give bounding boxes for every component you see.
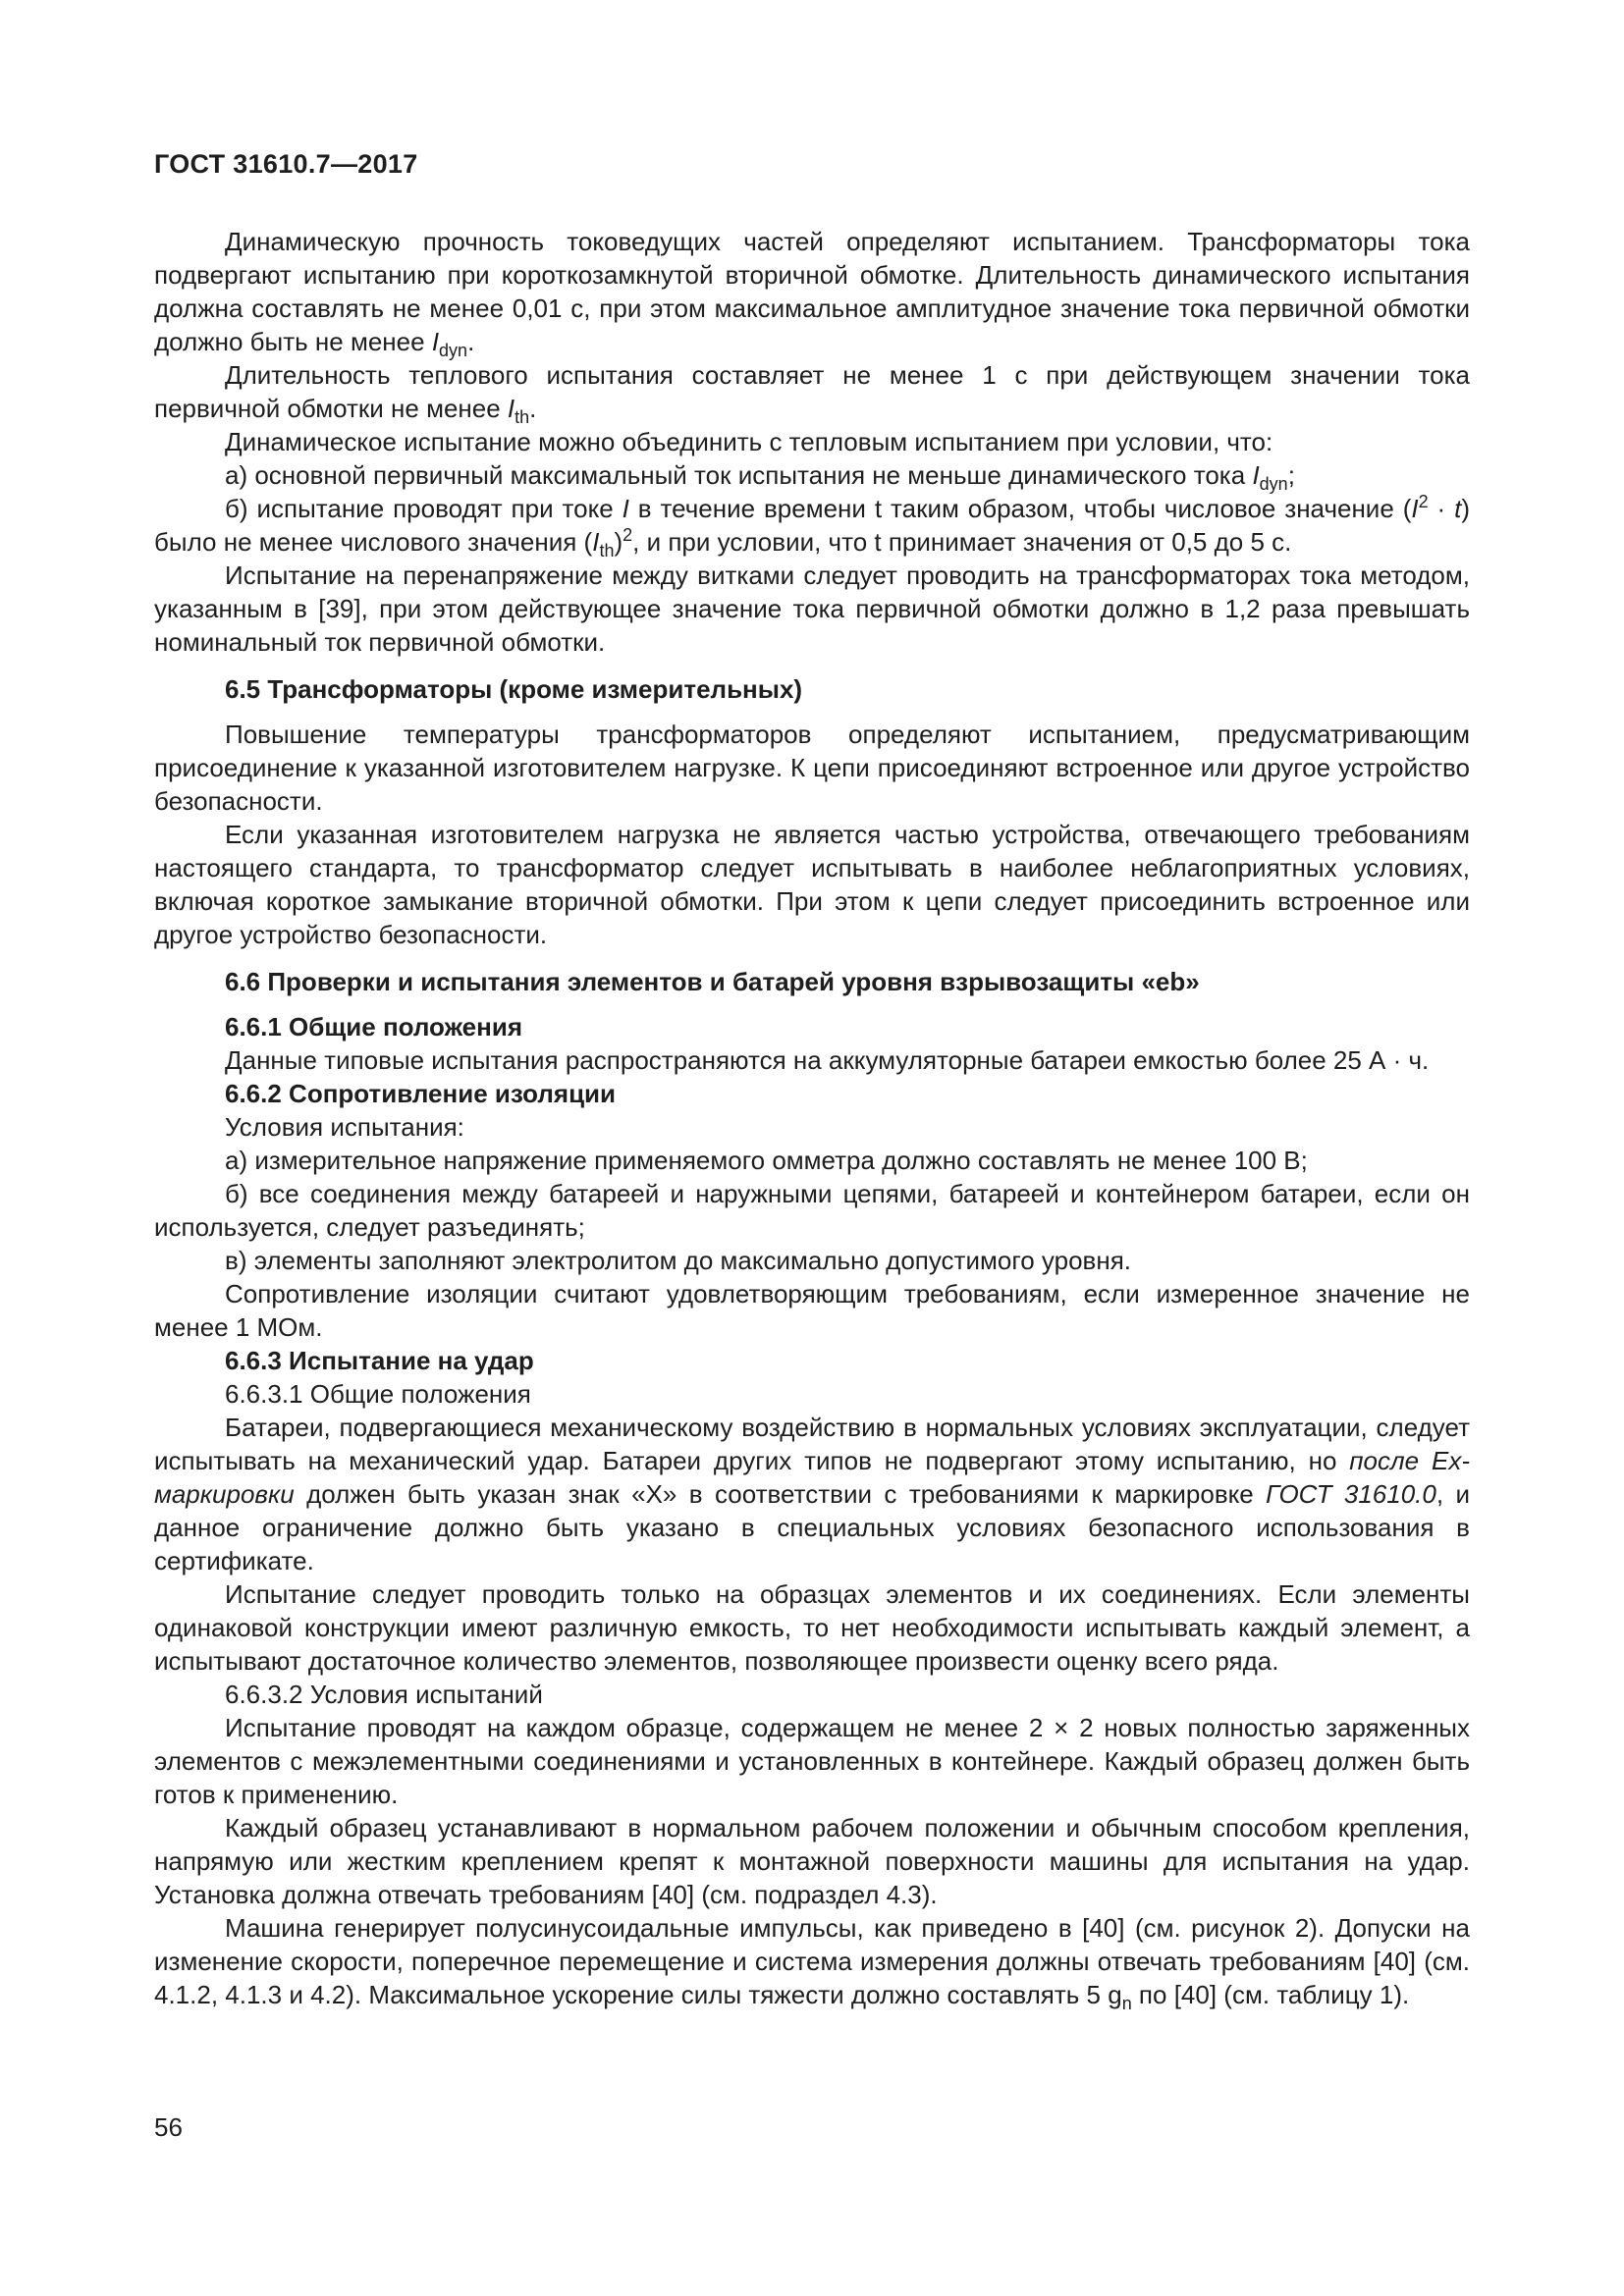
subscript: th	[514, 407, 530, 427]
text-fragment: по [40] (см. таблицу 1).	[1131, 1980, 1410, 2009]
list-item-a	[154, 458, 1470, 492]
list-item-b	[154, 492, 1470, 559]
text-fragment: )	[614, 527, 623, 557]
document-header: ГОСТ 31610.7—2017	[154, 149, 418, 179]
page-body	[154, 225, 1470, 2011]
text-fragment: Батареи, подвергающиеся механическому воздействию в нормальных условиях эксплуатации, следует испытывать на механический удар. Батареи других типов не подвергают этому испытанию, но	[154, 1413, 1470, 1475]
symbol-time: t	[1454, 494, 1462, 523]
paragraph-shock-applicability	[154, 1411, 1470, 1577]
subsection-heading-6-6-2: 6.6.2 Сопротивление изоляции	[225, 1079, 617, 1108]
paragraph-test-conditions: Условия испытания:	[225, 1112, 464, 1142]
punctuation: ;	[1287, 460, 1295, 490]
symbol-current: I	[622, 494, 629, 523]
list-item-c: в) элементы заполняют электролитом до максимально допустимого уровня.	[225, 1246, 1132, 1275]
paragraph-text: Длительность теплового испытания составляет не менее 1 с при действующем значении тока первичной обмотки не менее	[154, 360, 1470, 423]
section-heading-6-5: 6.5 Трансформаторы (кроме измерительных)	[225, 674, 803, 704]
paragraph-thermal-test	[154, 358, 1470, 425]
list-item-b: б) все соединения между батареей и наружными цепями, батареей и контейнером батареи, если он используется, следует разъединять;	[154, 1179, 1470, 1242]
paragraph-transformer-load: Если указанная изготовителем нагрузка не является частью устройства, отвечающего требованиям настоящего стандарта, то трансформатор следует испытывать в наиболее неблагоприятных условиях, включая короткое замыкание вторичной обмотки. При этом к цепи следует присоединить встроенное или другое устройство безопасности.	[154, 820, 1470, 949]
clause-heading-6-6-3-2: 6.6.3.2 Условия испытаний	[225, 1680, 543, 1709]
symbol-current: I	[431, 327, 440, 356]
section-heading-6-6: 6.6 Проверки и испытания элементов и батарей уровня взрывозащиты «eb»	[225, 967, 1200, 996]
superscript: 2	[1418, 492, 1429, 511]
punctuation: .	[529, 394, 537, 423]
subsection-heading-6-6-1: 6.6.1 Общие положения	[225, 1012, 522, 1041]
symbol-current: I	[592, 527, 600, 557]
paragraph-sample-composition: Испытание проводят на каждом образце, содержащем не менее 2 × 2 новых полностью заряженных элементов с межэлементными соединениями и установленных в контейнере. Каждый образец должен быть готов к применению.	[154, 1713, 1470, 1809]
paragraph-transformer-temperature: Повышение температуры трансформаторов определяют испытанием, предусматривающим присоединение к указанной изготовителем нагрузке. К цепи присоединяют встроенное или другое устройство безопасности.	[154, 720, 1470, 816]
paragraph-text: Динамическую прочность токоведущих частей определяют испытанием. Трансформаторы тока подвергают испытанию при короткозамкнутой вторичной обмотке. Длительность динамического испытания должна составлять не менее 0,01 с, при этом максимальное амплитудное значение тока первичной обмотки должно быть не менее	[154, 227, 1470, 356]
symbol-current: I	[1411, 494, 1419, 523]
paragraph-overvoltage-test: Испытание на перенапряжение между витками следует проводить на трансформаторах тока методом, указанным в [39], при этом действующее значение тока первичной обмотки должно в 1,2 раза превышать номинальный ток первичной обмотки.	[154, 561, 1470, 657]
paragraph-insulation-resistance: Сопротивление изоляции считают удовлетворяющим требованиям, если измеренное значение не менее 1 МОм.	[154, 1279, 1470, 1342]
symbol-current: I	[507, 394, 515, 423]
standard-reference: ГОСТ 31610.0	[1266, 1479, 1436, 1509]
paragraph-general-provisions: Данные типовые испытания распространяются на аккумуляторные батареи емкостью более 25 А · ч.	[225, 1045, 1430, 1075]
text-fragment: в течение времени t таким образом, чтобы числовое значение (	[628, 494, 1412, 523]
page-number: 56	[154, 2112, 183, 2142]
text-fragment: должен быть указан знак «X» в соответствии с требованиями к маркировке	[294, 1479, 1267, 1509]
subscript: dyn	[439, 341, 468, 360]
subscript: n	[1121, 1994, 1132, 2013]
subscript: th	[599, 541, 615, 561]
punctuation: .	[467, 327, 475, 356]
text-fragment: , и данное ограничение должно быть указано в специальных условиях безопасного использования в сертификате.	[154, 1479, 1470, 1575]
clause-heading-6-6-3-1: 6.6.3.1 Общие положения	[225, 1379, 531, 1409]
paragraph-shock-samples: Испытание следует проводить только на образцах элементов и их соединениях. Если элементы одинаковой конструкции имеют различную емкость, то нет необходимости испытывать каждый элемент, а испытывают достаточное количество элементов, позволяющее произвести оценку всего ряда.	[154, 1579, 1470, 1676]
superscript: 2	[623, 525, 633, 545]
text-fragment: , и при условии, что t принимает значения от 0,5 до 5 с.	[632, 527, 1292, 557]
paragraph-dynamic-strength	[154, 225, 1470, 358]
text-fragment: Машина генерирует полусинусоидальные импульсы, как приведено в [40] (см. рисунок 2). Допуски на изменение скорости, поперечное перемещение и система измерения должны отвечать требованиям [40] (см. 4.1.2, 4.1.3 и 4.2). Максимальное ускорение силы тяжести должно составлять 5 g	[154, 1913, 1470, 2009]
paragraph-sample-mounting: Каждый образец устанавливают в нормальном рабочем положении и обычным способом крепления, напрямую или жестким креплением крепят к монтажной поверхности машины для испытания на удар. Установка должна отвечать требованиям [40] (см. подраздел 4.3).	[154, 1813, 1470, 1909]
paragraph-text: а) основной первичный максимальный ток испытания не меньше динамического тока	[225, 460, 1253, 490]
paragraph-shock-machine	[154, 1911, 1470, 2011]
subsection-heading-6-6-3: 6.6.3 Испытание на удар	[225, 1346, 534, 1375]
text-fragment: ) было не менее числового значения (	[154, 494, 1471, 557]
italic-term: после Ex-маркировки	[154, 1446, 1470, 1509]
paragraph-combined-test: Динамическое испытание можно объединить с тепловым испытанием при условии, что:	[225, 427, 1273, 456]
text-fragment: ·	[1428, 494, 1455, 523]
symbol-current: I	[1252, 460, 1260, 490]
text-fragment: б) испытание проводят при токе	[225, 494, 623, 523]
subscript: dyn	[1259, 474, 1288, 494]
list-item-a: а) измерительное напряжение применяемого омметра должно составлять не менее 100 В;	[225, 1146, 1308, 1175]
